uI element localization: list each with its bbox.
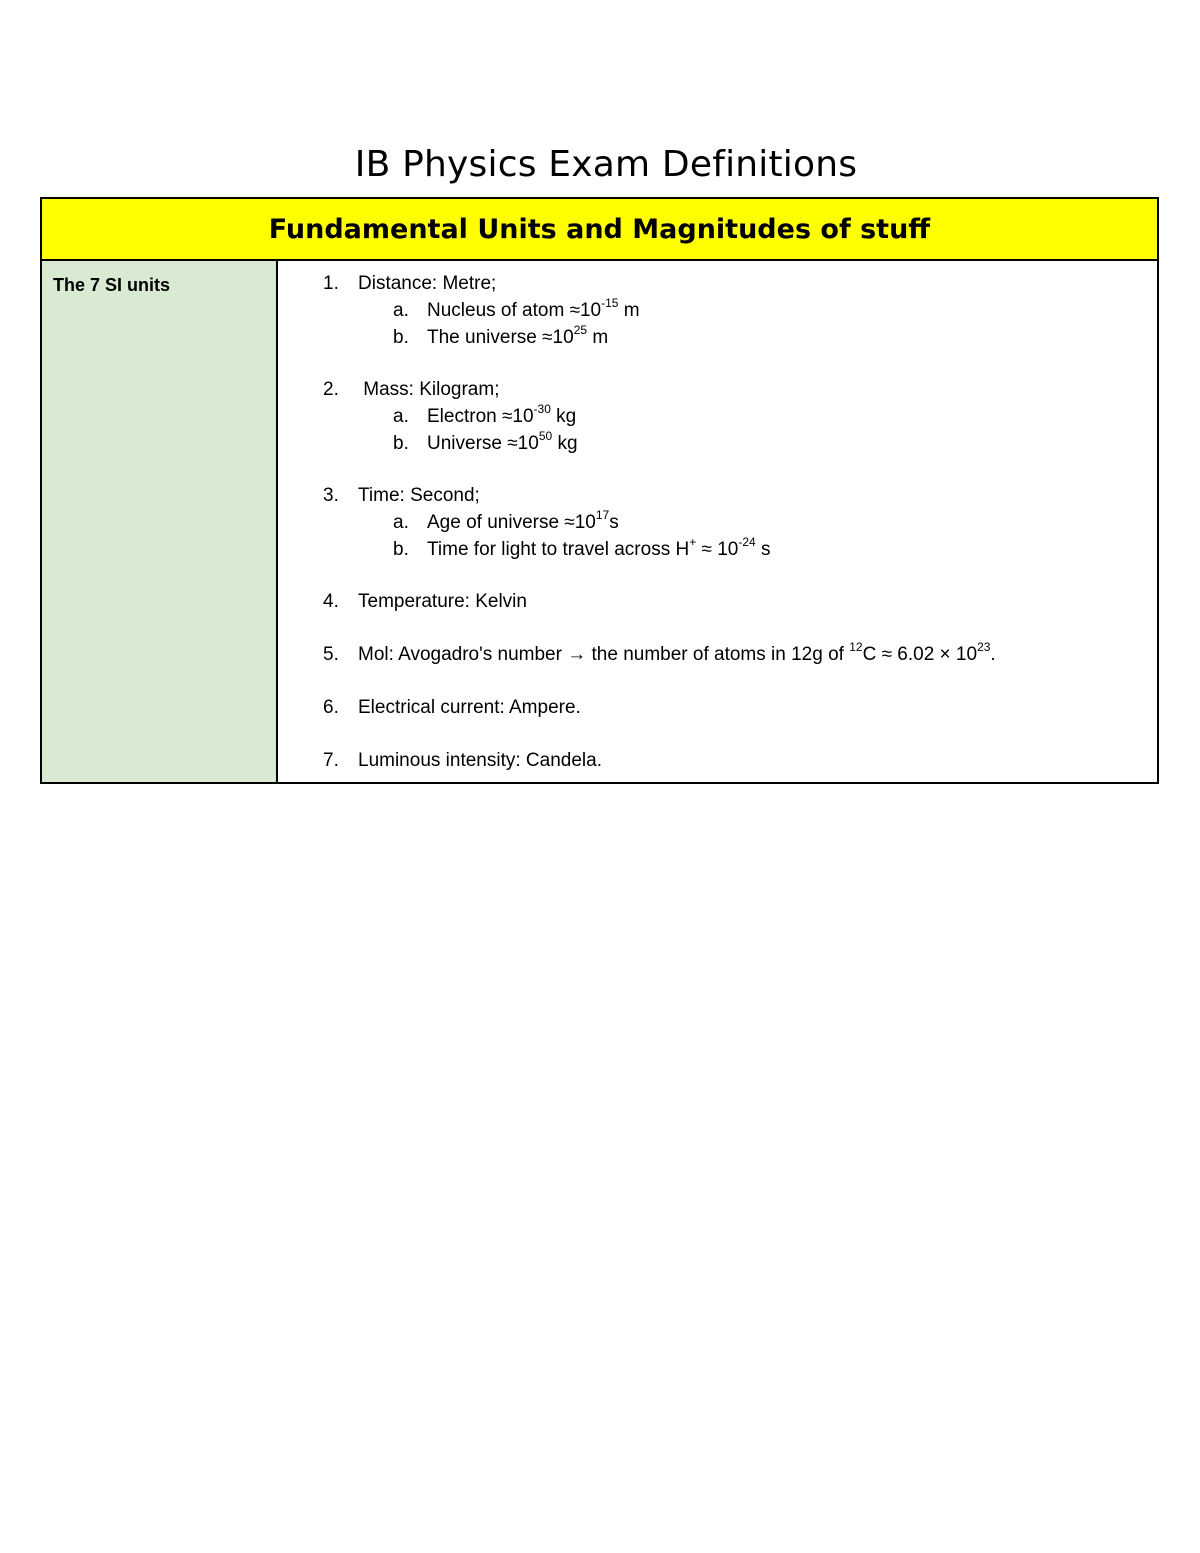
list-number: 1. [323,273,339,294]
unit-text: s [609,512,619,533]
list-text: Mol: Avogadro's number → the number of atoms in 12g of [358,644,850,665]
sub-item-nucleus [393,295,640,322]
list-text: Distance: Metre; [358,273,497,294]
exponent: 23 [977,639,991,654]
list-number: 6. [323,697,339,718]
sub-text: Universe ≈10 [427,433,539,454]
sub-text: Electron ≈10 [427,406,534,427]
exponent: -24 [738,534,756,549]
list-item-mass [323,379,499,401]
list-item-time [323,485,480,507]
list-item-luminous [323,750,602,772]
list-number: 3. [323,485,339,506]
list-item-current [323,697,581,719]
sub-text: Nucleus of atom ≈10 [427,300,602,321]
sub-item-universe-mass [393,428,578,455]
sub-item-light-travel [393,534,771,561]
list-item-mol [323,639,996,666]
ion-charge: + [689,534,697,549]
sub-text: The universe ≈10 [427,327,574,348]
list-text: Luminous intensity: Candela. [358,750,602,771]
sub-text: Age of universe ≈10 [427,512,596,533]
list-item-temperature [323,591,527,613]
sub-item-age-universe [393,507,619,534]
unit-text: m [587,327,609,348]
list-text: Mass: Kilogram; [358,379,500,400]
exponent: -15 [601,295,619,310]
sub-letter: a. [393,300,409,321]
list-text: Temperature: Kelvin [358,591,527,612]
list-number: 5. [323,644,339,665]
term-label: The 7 SI units [53,275,171,295]
list-text: Electrical current: Ampere. [358,697,581,718]
unit-text: m [618,300,640,321]
unit-text: s [755,539,771,560]
exponent: 25 [573,322,588,337]
term-cell [42,261,278,782]
list-text: Time: Second; [358,485,480,506]
sub-letter: b. [393,327,409,348]
section-header: Fundamental Units and Magnitudes of stuff [42,199,1157,261]
unit-text: kg [550,406,577,427]
sub-letter: b. [393,433,409,454]
isotope-number: 12 [849,639,863,654]
definitions-table [40,197,1159,784]
unit-text: kg [552,433,578,454]
list-text-end: . [990,644,996,665]
sub-letter: b. [393,539,409,560]
exponent: 50 [538,428,553,443]
list-item-distance [323,273,496,295]
page-title: IB Physics Exam Definitions [354,144,858,185]
sub-text-mid: ≈ 10 [696,539,739,560]
list-number: 2. [323,379,339,400]
sub-text: Time for light to travel across H [427,539,690,560]
list-number: 4. [323,591,339,612]
sub-letter: a. [393,512,409,533]
sub-item-universe-size [393,322,609,349]
definition-cell [278,261,1157,782]
list-text-mid: C ≈ 6.02 × 10 [862,644,978,665]
sub-letter: a. [393,406,409,427]
list-number: 7. [323,750,339,771]
sub-item-electron [393,401,577,428]
exponent: -30 [533,401,551,416]
exponent: 17 [595,507,610,522]
